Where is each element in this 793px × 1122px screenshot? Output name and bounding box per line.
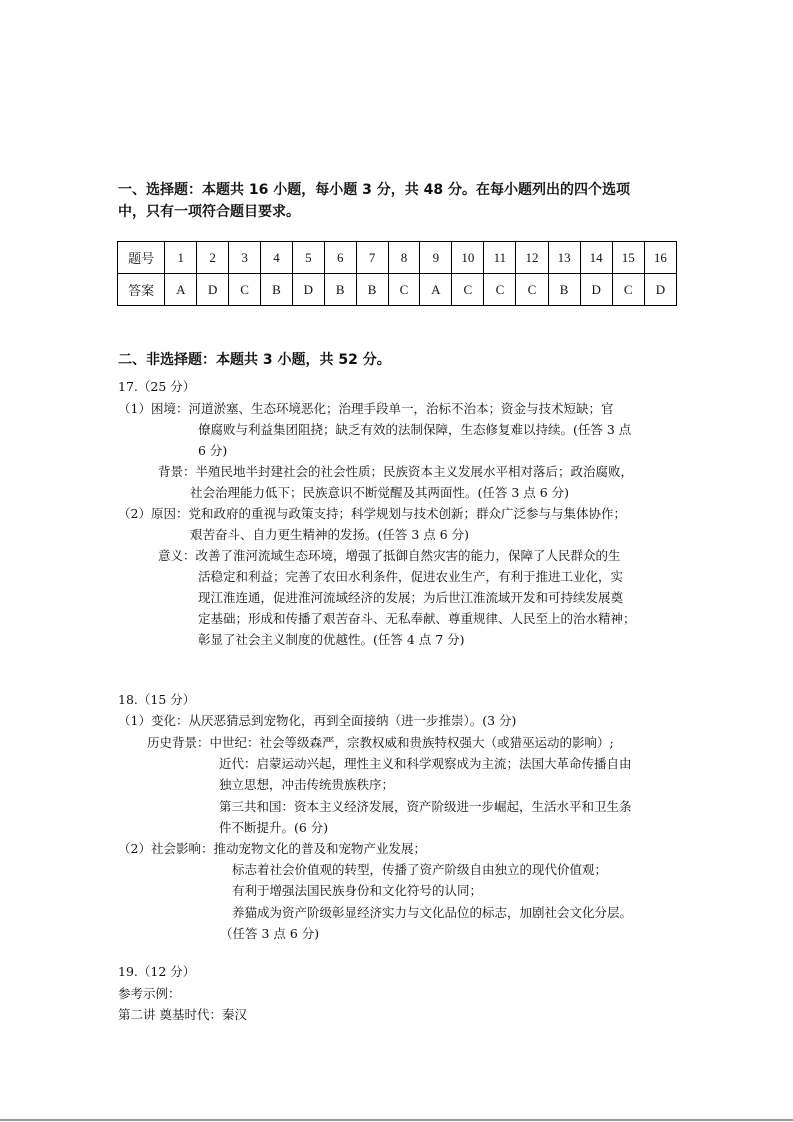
q18-line: （2）社会影响：推动宠物文化的普及和宠物产业发展； [118,841,426,856]
q17-line: 定基础；形成和传播了艰苦奋斗、无私奉献、尊重规律、人民至上的治水精神； [198,611,636,626]
answer-cell: C [229,274,261,306]
question-number: 15 [612,242,644,274]
q19-title: 19.（12 分） [118,964,196,979]
answer-cell: B [548,274,580,306]
question-number: 5 [292,242,324,274]
section2-heading: 二、非选择题：本题共 3 小题，共 52 分。 [118,352,391,368]
question-number: 1 [165,242,197,274]
q17-line: 艰苦奋斗、自力更生精神的发扬。(任答 3 点 6 分) [190,527,470,542]
answer-cell: C [452,274,484,306]
question-number: 13 [548,242,580,274]
q18-title: 18.（15 分） [118,692,196,707]
answer-cell: C [612,274,644,306]
question-number: 11 [484,242,516,274]
q17-line: 意义：改善了淮河流域生态环境，增强了抵御自然灾害的能力，保障了人民群众的生 [158,548,621,563]
row-label-answer: 答案 [118,274,165,306]
q18-line: 独立思想，冲击传统贵族秩序； [219,777,395,792]
question-number: 9 [420,242,452,274]
q18-line: 有利于增强法国民族身份和文化符号的认同； [232,883,483,898]
q17-line: 活稳定和利益；完善了农田水利条件，促进农业生产，有利于推进工业化，实 [198,569,624,584]
q17-line: 彰显了社会主义制度的优越性。(任答 4 点 7 分) [198,632,465,647]
answer-cell: B [261,274,293,306]
q18-line: 标志着社会价值观的转型，传播了资产阶级自由独立的现代价值观； [232,862,608,877]
answer-cell: D [644,274,676,306]
question-number: 4 [261,242,293,274]
q18-line: （1）变化：从厌恶猜忌到宠物化，再到全面接纳（进一步推崇）。(3 分) [118,713,517,728]
row-label-number: 题号 [118,242,165,274]
q19-line: 第二讲 奠基时代：秦汉 [118,1007,247,1022]
q17-line: （2）原因：党和政府的重视与政策支持；科学规划与技术创新；群众广泛参与与集体协作； [118,506,626,521]
q17-line: 社会治理能力低下；民族意识不断觉醒及其两面性。(任答 3 点 6 分) [190,485,570,500]
answer-cell: D [580,274,612,306]
q17-line: 僚腐败与利益集团阻挠；缺乏有效的法制保障，生态修复难以持续。(任答 3 点 [198,422,632,437]
answer-cell: D [197,274,229,306]
answer-cell: B [356,274,388,306]
answer-cell: C [516,274,548,306]
q18-line: 养猫成为资产阶级彰显经济实力与文化品位的标志，加剧社会文化分层。 [232,905,633,920]
answer-cell: B [324,274,356,306]
q17-line: 背景：半殖民地半封建社会的社会性质；民族资本主义发展水平相对落后；政治腐败， [158,464,634,479]
q18-line: 历史背景：中世纪：社会等级森严，宗教权威和贵族特权强大（或猎巫运动的影响）; [147,735,614,750]
section1-heading [118,179,688,223]
q18-line: （任答 3 点 6 分) [220,926,320,941]
question-number: 16 [644,242,676,274]
q18-line: 近代：启蒙运动兴起，理性主义和科学观察成为主流；法国大革命传播自由 [219,756,632,771]
question-number: 7 [356,242,388,274]
question-number: 12 [516,242,548,274]
answer-table-number-row [118,242,677,274]
section1-heading-line2: 中，只有一项符合题目要求。 [118,204,300,220]
answer-table [117,241,677,306]
q18-line: 件不断提升。(6 分) [219,820,329,835]
q17-title: 17.（25 分） [118,379,196,394]
page-bottom-divider [0,1119,793,1121]
question-number: 3 [229,242,261,274]
answer-cell: C [484,274,516,306]
section1-heading-line1: 一、选择题：本题共 16 小题，每小题 3 分，共 48 分。在每小题列出的四个选项 [118,182,630,198]
q19-line: 参考示例： [118,986,181,1001]
answer-cell: A [420,274,452,306]
answer-cell: C [388,274,420,306]
question-number: 14 [580,242,612,274]
q17-line: （1）困境：河道淤塞、生态环境恶化；治理手段单一，治标不治本；资金与技术短缺；官 [118,401,614,416]
q17-line: 现江淮连通，促进淮河流域经济的发展；为后世江淮流域开发和可持续发展奠 [198,590,624,605]
question-number: 8 [388,242,420,274]
answer-cell: D [292,274,324,306]
question-number: 2 [197,242,229,274]
answer-table-answer-row [118,274,677,306]
q17-line: 6 分) [198,443,228,458]
answer-cell: A [165,274,197,306]
q18-line: 第三共和国：资本主义经济发展，资产阶级进一步崛起，生活水平和卫生条 [219,799,632,814]
question-number: 10 [452,242,484,274]
question-number: 6 [324,242,356,274]
